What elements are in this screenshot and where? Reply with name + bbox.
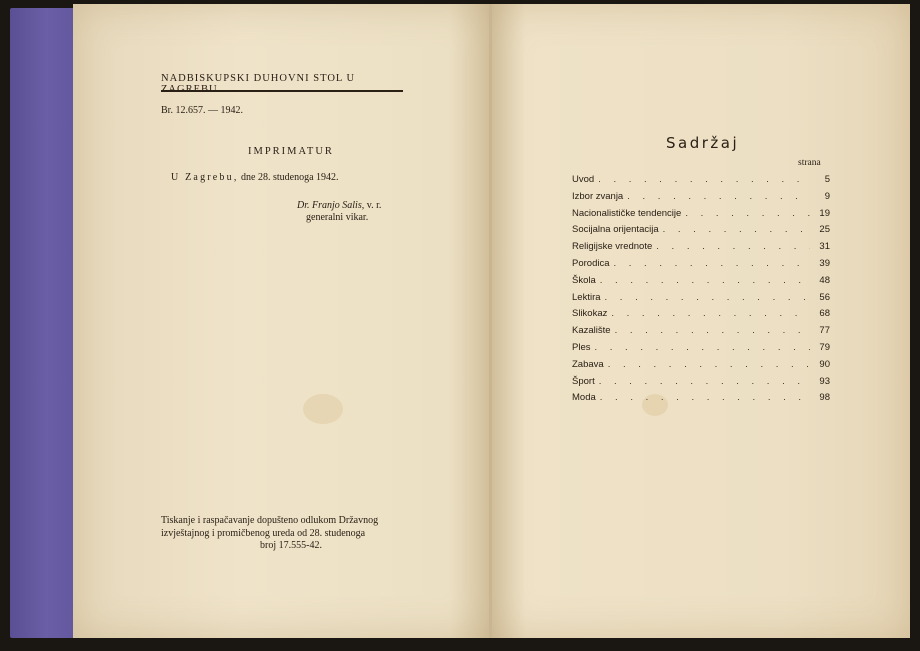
- toc-leader-dots: [615, 325, 810, 336]
- toc-entry-page: 25: [819, 224, 830, 236]
- table-of-contents: [572, 174, 830, 409]
- toc-entry: [572, 376, 830, 393]
- footnote-line-3: broj 17.555-42.: [260, 540, 322, 551]
- toc-entry-label: Ples: [572, 341, 591, 353]
- toc-entry-label: Lektira: [572, 291, 601, 303]
- header-rule: [161, 90, 403, 92]
- toc-entry-page: 39: [819, 257, 830, 269]
- toc-entry-label: Zabava: [572, 358, 604, 370]
- toc-entry: [572, 208, 830, 225]
- toc-entry: [572, 308, 830, 325]
- toc-entry-page: 93: [819, 375, 830, 387]
- toc-leader-dots: [594, 342, 810, 353]
- toc-entry: [572, 292, 830, 309]
- place-date: dne 28. studenoga 1942.: [241, 172, 339, 183]
- printing-permission-note: [161, 515, 421, 553]
- toc-leader-dots: [608, 359, 810, 370]
- toc-entry-page: 68: [819, 308, 830, 320]
- toc-entry: [572, 342, 830, 359]
- toc-entry-page: 31: [819, 241, 830, 253]
- toc-entry-label: Porodica: [572, 257, 610, 269]
- toc-entry-page: 56: [819, 291, 830, 303]
- right-page: [492, 4, 910, 638]
- toc-leader-dots: [611, 308, 810, 319]
- church-office-header: NADBISKUPSKI DUHOVNI STOL U: [161, 73, 356, 84]
- toc-title: Sadržaj: [666, 134, 740, 152]
- toc-entry: [572, 392, 830, 409]
- toc-leader-dots: [605, 292, 810, 303]
- toc-leader-dots: [614, 258, 811, 269]
- signatory-line: [297, 200, 381, 211]
- toc-entry-label: Socijalna orijentacija: [572, 224, 659, 236]
- toc-entry-page: 90: [819, 358, 830, 370]
- toc-entry-label: Škola: [572, 274, 596, 286]
- toc-entry-label: Moda: [572, 392, 596, 404]
- toc-entry-page: 5: [824, 174, 830, 185]
- signatory-name: Dr. Franjo Salis,: [297, 200, 365, 211]
- toc-leader-dots: [600, 275, 810, 286]
- place-city: U Zagrebu,: [171, 172, 239, 183]
- toc-entry: [572, 191, 830, 208]
- toc-leader-dots: [598, 174, 810, 185]
- toc-entry-label: Kazalište: [572, 325, 611, 337]
- toc-entry-page: 48: [819, 274, 830, 286]
- toc-entry: [572, 174, 830, 191]
- toc-entry-page: 77: [819, 325, 830, 337]
- place-date-line: [171, 172, 339, 183]
- toc-entry: [572, 275, 830, 292]
- toc-entry: [572, 241, 830, 258]
- toc-leader-dots: [627, 191, 810, 202]
- toc-entry-page: 79: [819, 341, 830, 353]
- toc-entry-label: Izbor zvanja: [572, 190, 624, 202]
- left-page: [73, 4, 491, 638]
- toc-leader-dots: [599, 376, 810, 387]
- toc-entry-page: 19: [819, 207, 830, 219]
- toc-entry: [572, 359, 830, 376]
- toc-entry-label: Uvod: [572, 174, 595, 185]
- toc-entry-label: Religijske vrednote: [572, 241, 653, 253]
- paper-stain: [303, 394, 343, 424]
- toc-entry: [572, 258, 830, 275]
- toc-leader-dots: [600, 392, 810, 403]
- signatory-title: generalni vikar.: [306, 212, 369, 223]
- toc-leader-dots: [663, 224, 810, 235]
- toc-entry-page: 98: [819, 392, 830, 404]
- toc-entry: [572, 224, 830, 241]
- toc-entry: [572, 325, 830, 342]
- page-column-label: strana: [798, 158, 821, 168]
- imprimatur-heading: IMPRIMATUR: [248, 146, 334, 157]
- toc-entry-label: Šport: [572, 375, 595, 387]
- toc-entry-page: 9: [824, 190, 830, 202]
- toc-entry-label: Slikokaz: [572, 308, 608, 320]
- toc-entry-label: Nacionalističke tendencije: [572, 207, 682, 219]
- toc-leader-dots: [685, 208, 810, 219]
- footnote-line-2: izvještajnog i promičbenog ureda od 28. studenoga: [161, 527, 366, 539]
- signatory-suffix: v. r.: [366, 200, 382, 211]
- toc-leader-dots: [656, 241, 810, 252]
- footnote-line-1: Tiskanje i raspačavanje dopušteno odlukom Državnog: [161, 515, 379, 526]
- reference-number: Br. 12.657. — 1942.: [161, 105, 243, 116]
